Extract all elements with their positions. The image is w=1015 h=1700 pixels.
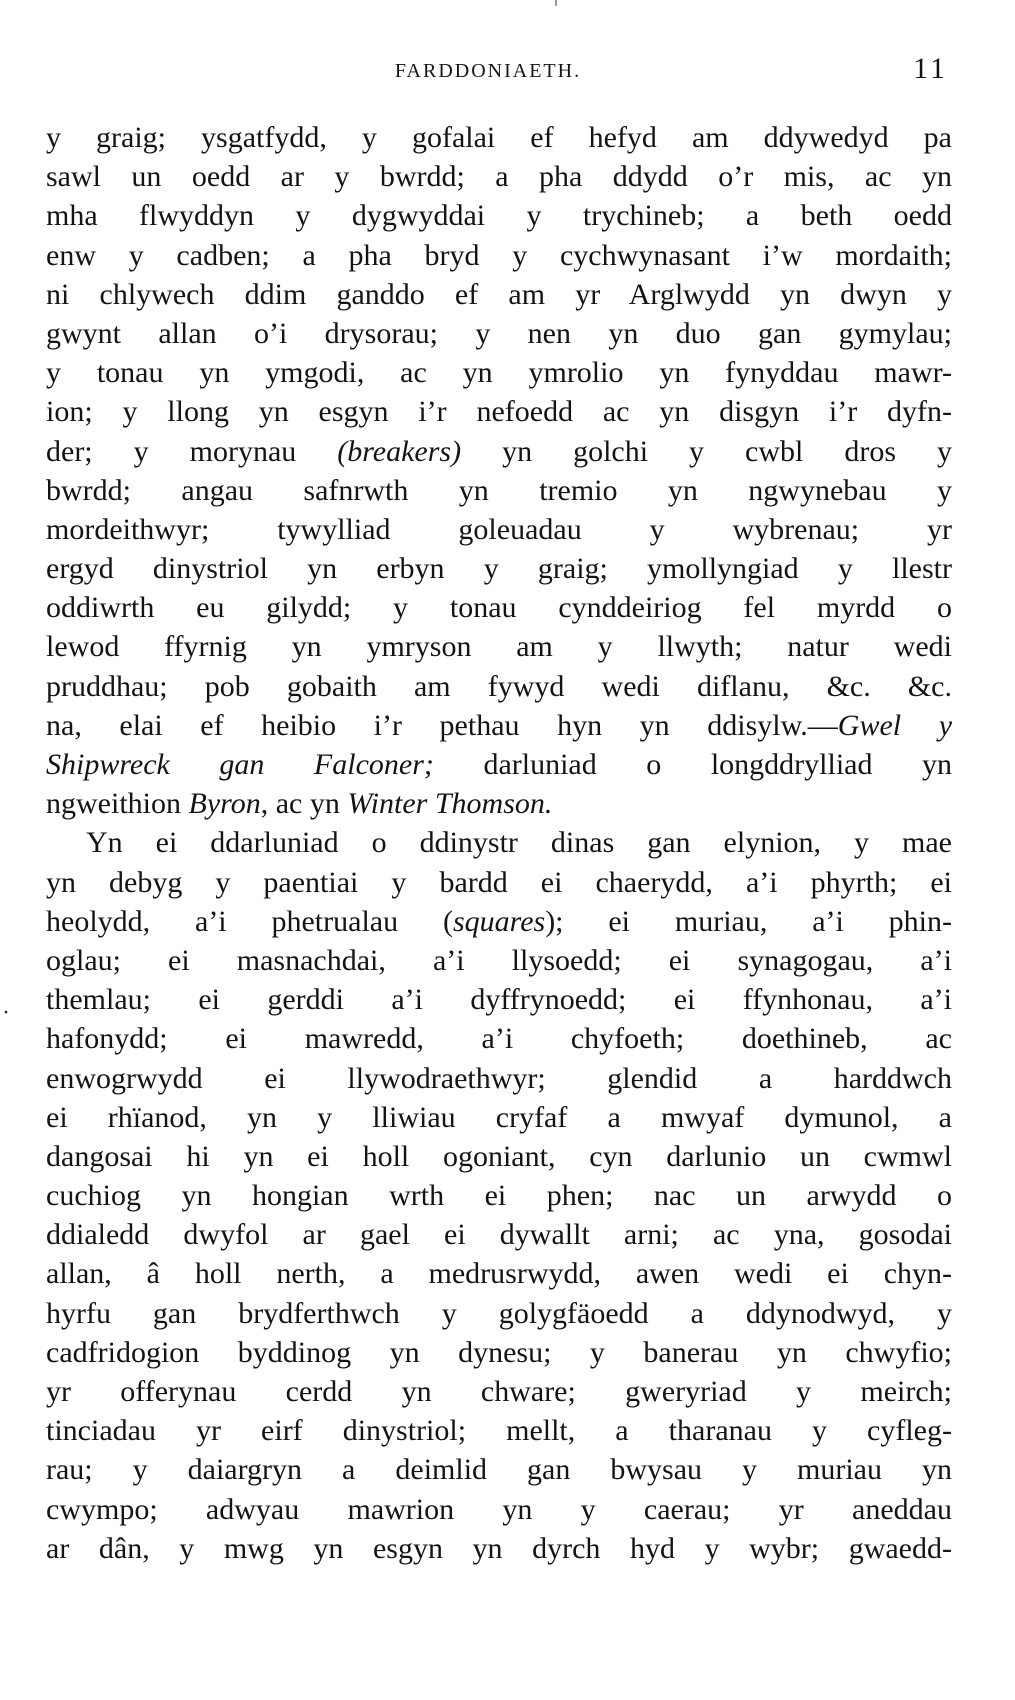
text-line [46,745,952,784]
text-span: heolydd, a’i phetrualau ( [46,904,453,938]
text-line [46,823,952,862]
text-span: cadfridogion byddinog yn dynesu; y banerau yn chwyfio; [46,1335,952,1369]
text-span: ei rhïanod, yn y lliwiau cryfaf a mwyaf dymunol, a [46,1100,952,1134]
text-span: hafonydd; ei mawredd, a’i chyfoeth; doethineb, ac [46,1022,952,1056]
text-line [46,1176,952,1215]
text-line [46,236,952,275]
text-span: ergyd dinystriol yn erbyn y graig; ymollyngiad y llestr [46,552,952,586]
text-span: ddialedd dwyfol ar gael ei dywallt arni; ac yna, gosodai [46,1218,952,1252]
text-span: dangosai hi yn ei holl ogoniant, cyn darlunio un cwmwl [46,1139,952,1173]
text-span: y tonau yn ymgodi, ac yn ymrolio yn fynyddau mawr- [46,356,952,390]
text-line [46,667,952,706]
text-span: lewod ffyrnig yn ymryson am y llwyth; natur wedi [46,630,952,664]
text-span: ni chlywech ddim ganddo ef am yr Arglwydd yn dwyn y [46,277,952,311]
text-line [46,1059,952,1098]
text-span: y graig; ysgatfydd, y gofalai ef hefyd am ddywedyd pa [46,121,952,154]
text-line [46,1450,952,1489]
text-span: Yn ei ddarluniad o ddinystr dinas gan elynion, y mae [86,826,952,860]
text-span: cwympo; adwyau mawrion yn y caerau; yr aneddau [46,1492,952,1526]
text-span: bwrdd; angau safnrwth yn tremio yn ngwynebau y [46,473,952,507]
text-span: ngweithion [46,787,189,821]
italic-span: Shipwreck gan Falconer; [46,748,434,781]
scan-artifact [555,0,557,6]
text-line [46,432,952,471]
text-span: ion; y llong yn esgyn i’r nefoedd ac yn disgyn i’r dyfn- [46,395,952,429]
running-title: FARDDONIAETH. [394,60,582,82]
text-line [46,471,952,510]
text-line [46,1294,952,1333]
text-line [46,157,952,196]
text-span: , ac yn [260,787,348,821]
text-line [46,863,952,902]
italic-span: Byron [188,787,261,821]
italic-span: (breakers) [337,434,462,468]
text-line [46,1490,952,1529]
text-line [46,1019,952,1058]
text-span: themlau; ei gerddi a’i dyffrynoedd; ei ffynhonau, a’i [46,983,952,1017]
page-number: 11 [913,52,948,85]
text-line [46,1529,952,1568]
text-span: sawl un oedd ar y bwrdd; a pha ddydd o’r mis, ac yn [46,160,952,194]
text-span: mordeithwyr; tywylliad goleuadau y wybrenau; yr [46,512,952,546]
text-span: yn golchi y cwbl dros y [461,434,952,468]
text-line [46,784,952,823]
text-span: rau; y daiargryn a deimlid gan bwysau y muriau yn [46,1453,952,1487]
running-head [48,52,948,88]
text-span: cuchiog yn hongian wrth ei phen; nac un arwydd o [46,1179,952,1213]
text-span: tinciadau yr eirf dinystriol; mellt, a tharanau y cyfleg- [46,1414,952,1448]
text-span: ar dân, y mwg yn esgyn yn dyrch hyd y wybr; gwaedd- [46,1531,952,1565]
text-line [46,353,952,392]
text-span: enw y cadben; a pha bryd y cychwynasant i’w mordaith; [46,238,952,272]
text-span: der; y morynau [46,434,338,468]
text-line [46,1411,952,1450]
text-span: allan, â holl nerth, a medrusrwydd, awen wedi ei chyn- [46,1257,952,1291]
text-span: yn debyg y paentiai y bardd ei chaerydd, a’i phyrth; ei [46,865,952,899]
text-line [46,1254,952,1293]
text-span: pruddhau; pob gobaith am fywyd wedi diflanu, &c. &c. [46,669,952,703]
italic-span: squares [452,904,546,938]
text-line [46,1098,952,1137]
text-span: mha flwyddyn y dygwyddai y trychineb; a beth oedd [46,199,952,233]
text-span: oglau; ei masnachdai, a’i llysoedd; ei synagogau, a’i [46,943,952,977]
text-line [46,118,952,157]
body-text [46,118,952,1568]
text-span: hyrfu gan brydferthwch y golygfäoedd a ddynodwyd, y [46,1296,952,1330]
text-line [46,392,952,431]
text-line [46,196,952,235]
text-line [46,1215,952,1254]
text-line [46,1372,952,1411]
text-span: gwynt allan o’i drysorau; y nen yn duo gan gymylau; [46,316,952,350]
text-line [46,1137,952,1176]
text-line [46,941,952,980]
text-span: na, elai ef heibio i’r pethau hyn yn ddisylw.— [46,708,838,742]
text-line [46,980,952,1019]
text-line [46,706,952,745]
italic-span: Gwel y [837,708,953,742]
italic-span: Winter Thomson. [347,787,553,821]
text-line [46,627,952,666]
text-line [46,510,952,549]
text-span: oddiwrth eu gilydd; y tonau cynddeiriog fel myrdd o [46,591,952,625]
text-span: ); ei muriau, a’i phin- [545,904,953,938]
margin-mark: · [2,1000,10,1026]
text-line [46,588,952,627]
text-span: enwogrwydd ei llywodraethwyr; glendid a harddwch [46,1061,952,1095]
text-span: yr offerynau cerdd yn chware; gweryriad y meirch; [46,1375,952,1408]
text-line [46,902,952,941]
text-line [46,549,952,588]
text-line [46,314,952,353]
text-line [46,275,952,314]
text-span: darluniad o longddrylliad yn [433,748,953,781]
text-line [46,1333,952,1372]
